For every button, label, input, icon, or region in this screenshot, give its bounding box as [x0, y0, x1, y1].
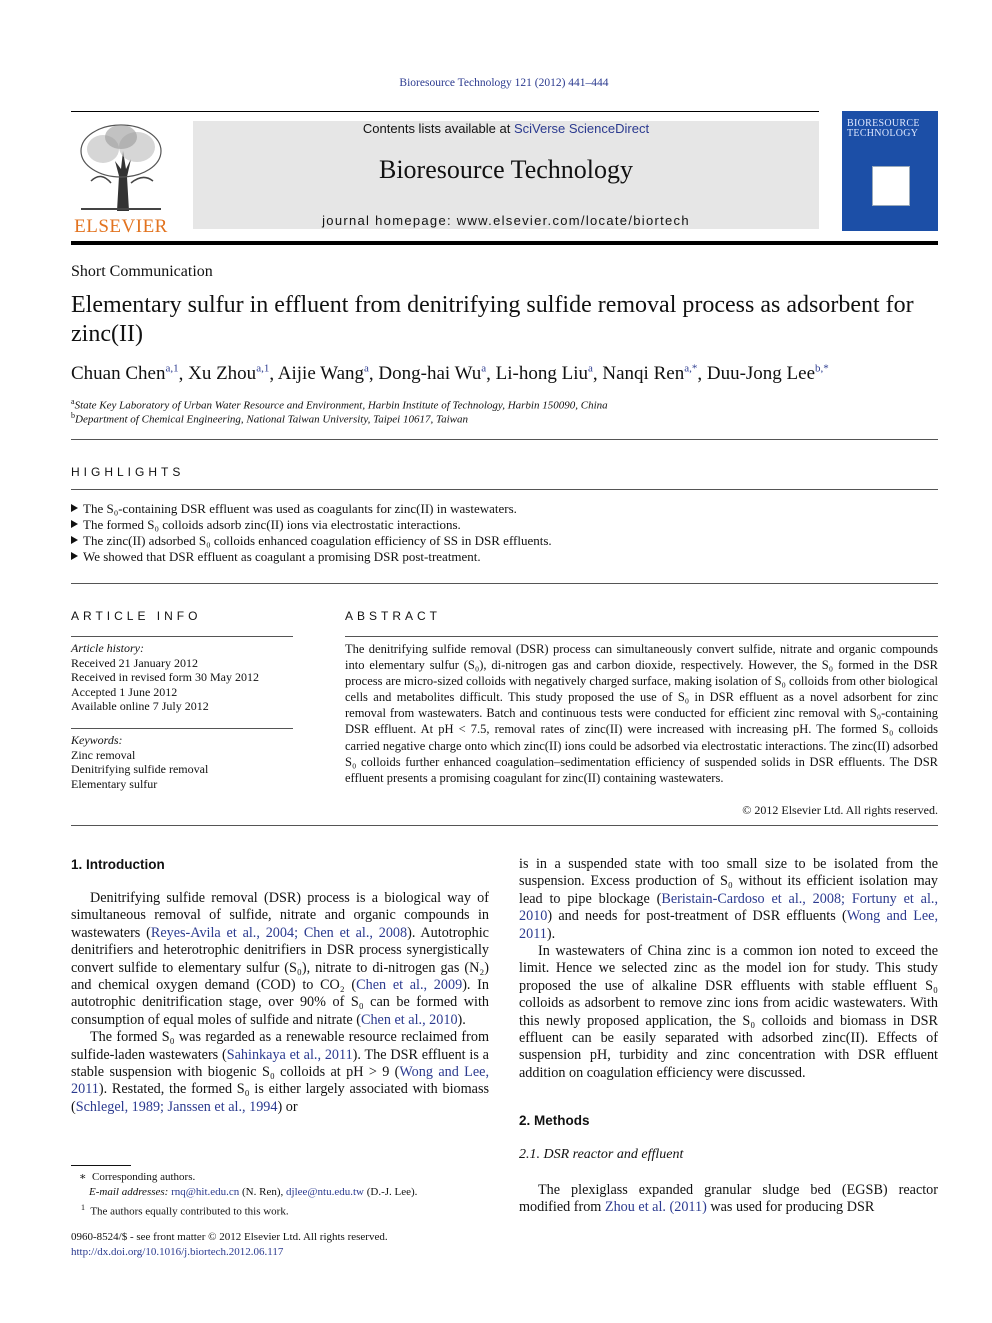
- affiliation-a: $^a$State Key Laboratory of Urban Water Resource and Environment, Harbin Institute of Technology, Harbin 150090, China: [71, 397, 608, 412]
- bullet-icon: [71, 552, 78, 560]
- issn-line: 0960-8524/$ - see front matter © 2012 Elsevier Ltd. All rights reserved.: [71, 1231, 388, 1243]
- highlight-item: We showed that DSR effluent as coagulant a promising DSR post-treatment.: [71, 549, 481, 565]
- left-column: [71, 890, 489, 1116]
- divider: [345, 636, 938, 637]
- article-history: [71, 641, 259, 714]
- header-top-rule: [71, 111, 819, 112]
- citation-link[interactable]: Schlegel, 1989; Janssen et al., 1994: [75, 1098, 278, 1115]
- keyword: Denitrifying sulfide removal: [71, 762, 209, 776]
- highlights-heading: HIGHLIGHTS: [71, 465, 185, 479]
- footnote-rule: [71, 1165, 131, 1166]
- author-affiliation-marker[interactable]: a,*: [684, 363, 698, 375]
- citation-link[interactable]: Chen et al., 2009: [356, 977, 463, 994]
- citation-link[interactable]: Wong and Lee, 2011: [519, 908, 938, 942]
- author: Dong-hai Wu$^a$: [378, 363, 487, 385]
- methods-paragraph: The plexiglass expanded granular sludge bed (EGSB) reactor modified from Zhou et al. (2011) was used for producing DSR: [519, 1182, 938, 1216]
- author: Xu Zhou$^{a,1}$: [188, 363, 270, 385]
- author-affiliation-marker[interactable]: b,*: [815, 363, 829, 375]
- divider: [71, 636, 293, 637]
- author-affiliation-marker[interactable]: a: [481, 363, 487, 375]
- issn-info: [71, 1230, 388, 1260]
- publisher-name: ELSEVIER: [74, 216, 168, 237]
- author: Chuan Chen$^{a,1}$: [71, 363, 179, 385]
- author-affiliation-marker[interactable]: a: [588, 363, 593, 375]
- elsevier-logo[interactable]: [71, 121, 171, 237]
- footnote-corresponding: ∗ Corresponding authors.: [79, 1171, 196, 1183]
- history-received: Received 21 January 2012: [71, 655, 198, 670]
- divider: [71, 489, 938, 490]
- intro-paragraph: The formed S₀ was regarded as a renewable resource reclaimed from sulfide-laden wastewaters (Sahinkaya et al., 2011). The DSR effluent is a stable suspension with biogenic S₀ colloids at pH > 9 (Wong and Lee, 2011). Restated, the formed S₀ is either largely associated with biomass (Schlegel, 1989; Janssen et al., 1994) or: [71, 1029, 489, 1115]
- history-revised: Received in revised form 30 May 2012: [71, 670, 259, 684]
- author-list: Chuan Chen$^{a,1}$, Xu Zhou$^{a,1}$, Aijie Wang$^a$, Dong-hai Wu$^a$, Li-hong Liu$^a$, Nanqi Ren$^{a,*}$, Duu-Jong Lee$^{b,*}$: [71, 363, 829, 385]
- keyword: Elementary sulfur: [71, 776, 158, 791]
- methods-heading: 2. Methods: [519, 1113, 590, 1128]
- citation-link[interactable]: Zhou et al. (2011): [604, 1199, 707, 1216]
- article-info-heading: ARTICLE INFO: [71, 609, 202, 623]
- highlight-item: The S₀-containing DSR effluent was used as coagulants for zinc(II) in wastewaters.: [71, 501, 517, 517]
- sciverse-link[interactable]: SciVerse ScienceDirect: [513, 121, 650, 136]
- history-online: Available online 7 July 2012: [71, 699, 209, 713]
- bullet-icon: [71, 520, 78, 528]
- history-accepted: Accepted 1 June 2012: [71, 684, 178, 699]
- divider: [71, 583, 938, 584]
- highlight-item: The formed S₀ colloids adsorb zinc(II) ions via electrostatic interactions.: [71, 517, 461, 533]
- abstract-text: The denitrifying sulfide removal (DSR) process can simultaneously convert sulfide, nitrate and organic compounds into elementary sulfur (S₀), di-nitrogen gas and carbon dioxide, respectively. However, the S₀ formed in the DSR process are micro-sized colloids with negatively charged surface, making isolation of S₀ colloids from other biological cells and metabolites difficult. This study proposed the use of S₀ in DSR effluent as a novel adsorbent for zinc removal from wastewaters. Batch and continuous tests were conducted for efficient zinc removal with S₀-containing DSR effluent. At pH < 7.5, removal rates of zinc(II) were increased with increasing pH. The formed S₀ colloids carried negative charge onto which zinc(II) ions could be adsorbed via electrostatic interactions. The zinc(II) adsorbed S₀ colloids further enhanced coagulation–sedimentation efficiency of suspended solids in DSR effluents. The DSR effluent presents a promising coagulant for zinc(II) containing wastewaters.: [345, 642, 938, 785]
- header-thick-rule: [71, 241, 938, 245]
- doi-link[interactable]: http://dx.doi.org/10.1016/j.biortech.2012.06.117: [71, 1246, 284, 1258]
- email-link[interactable]: rnq@hit.edu.cn: [171, 1186, 240, 1198]
- email-link[interactable]: djlee@ntu.edu.tw: [286, 1186, 364, 1198]
- elsevier-tree-icon: [71, 121, 171, 213]
- footnote-equal: $^1$ The authors equally contributed to this work.: [81, 1203, 289, 1218]
- author: Aijie Wang$^a$: [277, 363, 369, 385]
- intro-paragraph: In wastewaters of China zinc is a common ion noted to exceed the limit. Hence we selected zinc as the model ion for study. This study proposed the use of alkaline DSR effluents with stable effluent S₀ colloids as adsorbent to remove zinc ions from acidic wastewaters. With this newly proposed application, the S₀ colloids and biomass in DSR effluent can be easily separated with adsorbed zinc(II). Effects of suspension pH, turbidity and zinc concentration with DSR effluent addition on coagulation efficiency were discussed.: [519, 943, 938, 1081]
- keyword: Zinc removal: [71, 747, 136, 762]
- footnotes: [71, 1170, 417, 1220]
- history-label: Article history:: [71, 641, 144, 655]
- intro-paragraph: is in a suspended state with too small size to be isolated from the suspension. Excess production of S₀ without its efficient isolation may lead to pipe blockage (Beristain-Cardoso et al., 2008; Fortuny et al., 2010) and needs for post-treatment of DSR effluents (Wong and Lee, 2011).: [519, 856, 939, 942]
- journal-cover[interactable]: [842, 111, 938, 231]
- intro-heading: 1. Introduction: [71, 857, 165, 872]
- cover-title: BIORESOURCE TECHNOLOGY: [847, 118, 920, 139]
- divider: [71, 728, 293, 729]
- citation-link[interactable]: Reyes-Avila et al., 2004; Chen et al., 2008: [150, 924, 408, 941]
- author: Nanqi Ren$^{a,*}$: [602, 363, 698, 385]
- contents-prefix: Contents lists available at: [362, 121, 511, 136]
- article-title: Elementary sulfur in effluent from denitrifying sulfide removal process as adsorbent for zinc(II): [71, 292, 914, 347]
- citation-link[interactable]: Beristain-Cardoso et al., 2008; Fortuny et al., 2010: [519, 890, 939, 925]
- cover-figure: [872, 166, 910, 206]
- article-type: Short Communication: [71, 263, 213, 280]
- journal-title: Bioresource Technology: [378, 155, 634, 184]
- journal-reference[interactable]: Bioresource Technology 121 (2012) 441–444: [399, 77, 609, 89]
- citation-link[interactable]: Sahinkaya et al., 2011: [226, 1046, 353, 1063]
- affiliation-b: $^b$Department of Chemical Engineering, National Taiwan University, Taipei 10617, Taiwan: [71, 411, 468, 426]
- author: Duu-Jong Lee$^{b,*}$: [706, 363, 829, 385]
- author-affiliation-marker[interactable]: a: [364, 363, 369, 375]
- highlight-item: The zinc(II) adsorbed S₀ colloids enhanced coagulation efficiency of SS in DSR effluents.: [71, 533, 552, 549]
- keywords-label: Keywords:: [71, 733, 123, 747]
- citation-link[interactable]: Wong and Lee, 2011: [71, 1064, 489, 1098]
- divider: [71, 825, 938, 826]
- bullet-icon: [71, 504, 78, 512]
- author: Li-hong Liu$^a$: [495, 363, 593, 385]
- right-column: [519, 856, 938, 1082]
- author-affiliation-marker[interactable]: a,1: [256, 363, 270, 375]
- citation-link[interactable]: Chen et al., 2010: [361, 1011, 458, 1028]
- keywords: [71, 733, 208, 791]
- intro-paragraph: Denitrifying sulfide removal (DSR) process is a biological way of simultaneous removal of sulfide, nitrate and organic compounds in wastewaters (Reyes-Avila et al., 2004; Chen et al., 2008). Autotrophic denitrifiers and heterotrophic denitrifiers in DSR process synergistically convert sulfide to elementary sulfur (S₀), nitrate to di-nitrogen gas (N₂) and chemical oxygen demand (COD) to CO₂ (Chen et al., 2009). In autotrophic denitrification stage, over 90% of S₀ can be formed with consumption of equal moles of sulfide and nitrate (Chen et al., 2010).: [71, 890, 489, 1028]
- bullet-icon: [71, 536, 78, 544]
- author-affiliation-marker[interactable]: a,1: [165, 363, 179, 375]
- copyright: © 2012 Elsevier Ltd. All rights reserved.: [742, 803, 938, 817]
- footnote-emails: E-mail addresses: rnq@hit.edu.cn (N. Ren), djlee@ntu.edu.tw (D.-J. Lee).: [89, 1186, 418, 1198]
- methods-subheading: 2.1. DSR reactor and effluent: [519, 1147, 684, 1162]
- divider: [71, 439, 938, 440]
- contents-line: [193, 121, 819, 136]
- journal-homepage[interactable]: journal homepage: www.elsevier.com/locate/biortech: [322, 213, 690, 228]
- abstract-heading: ABSTRACT: [345, 609, 442, 623]
